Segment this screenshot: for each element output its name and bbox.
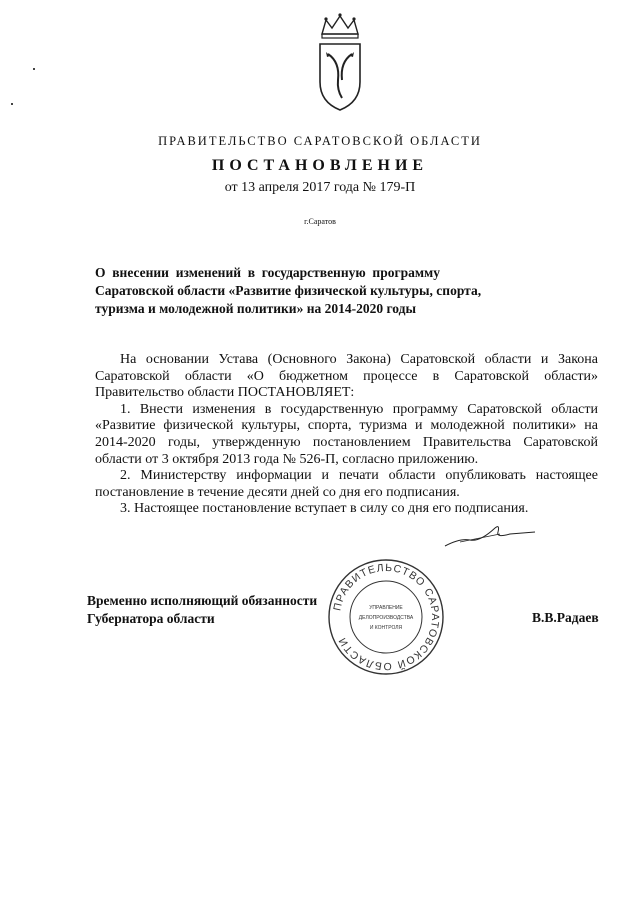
official-stamp (326, 557, 446, 677)
signer-position-line: Губернатора области (87, 611, 215, 626)
body-paragraph: 3. Настоящее постановление вступает в силу со дня его подписания. (120, 501, 529, 517)
signer-name: В.В.Радаев (532, 610, 599, 625)
document-subject (95, 264, 520, 318)
subject-line: Саратовской области «Развитие физической культуры, спорта, (95, 283, 482, 298)
document-body (95, 352, 598, 518)
svg-text:ПРАВИТЕЛЬСТВО САРАТОВСКОЙ ОБЛА: ПРАВИТЕЛЬСТВО САРАТОВСКОЙ ОБЛАСТИ (331, 561, 442, 673)
body-paragraph: 2. Министерству информации и печати области опубликовать настоящее постановление в течение десяти дней со дня его подписания. (95, 468, 598, 500)
signer-position (87, 592, 317, 628)
subject-line: туризма и молодежной политики» на 2014-2020 годы (95, 301, 417, 316)
date-number-line: от 13 апреля 2017 года № 179-П (224, 180, 416, 195)
svg-text:ДЕЛОПРОИЗВОДСТВА: ДЕЛОПРОИЗВОДСТВА (358, 615, 414, 621)
signer-position-line: Временно исполняющий обязанности (87, 593, 318, 608)
government-name: ПРАВИТЕЛЬСТВО САРАТОВСКОЙ ОБЛАСТИ (158, 134, 482, 148)
body-paragraph: 1. Внести изменения в государственную программу Саратовской области «Развитие физической культуры, спорта, туризма и молодежной политики» на 2014-2020 годы, утвержденную постановлением Правительства Саратовской области от 3 октября 2013 года № 526-П, согласно приложению. (95, 401, 598, 467)
document-type-title: ПОСТАНОВЛЕНИЕ (211, 157, 429, 174)
handwritten-signature (440, 520, 560, 550)
svg-text:УПРАВЛЕНИЕ: УПРАВЛЕНИЕ (369, 605, 403, 611)
city-line: г.Саратов (304, 217, 336, 226)
coat-of-arms-emblem (300, 10, 380, 114)
scan-speck (33, 68, 35, 70)
body-paragraph: На основании Устава (Основного Закона) Саратовской области и Закона Саратовской области «О бюджетном процессе в Саратовской области» Правительство области ПОСТАНОВЛЯЕТ: (95, 352, 598, 401)
svg-text:И КОНТРОЛЯ: И КОНТРОЛЯ (369, 625, 403, 631)
subject-line: О внесении изменений в государственную программу (95, 265, 440, 280)
scan-speck (11, 103, 13, 105)
